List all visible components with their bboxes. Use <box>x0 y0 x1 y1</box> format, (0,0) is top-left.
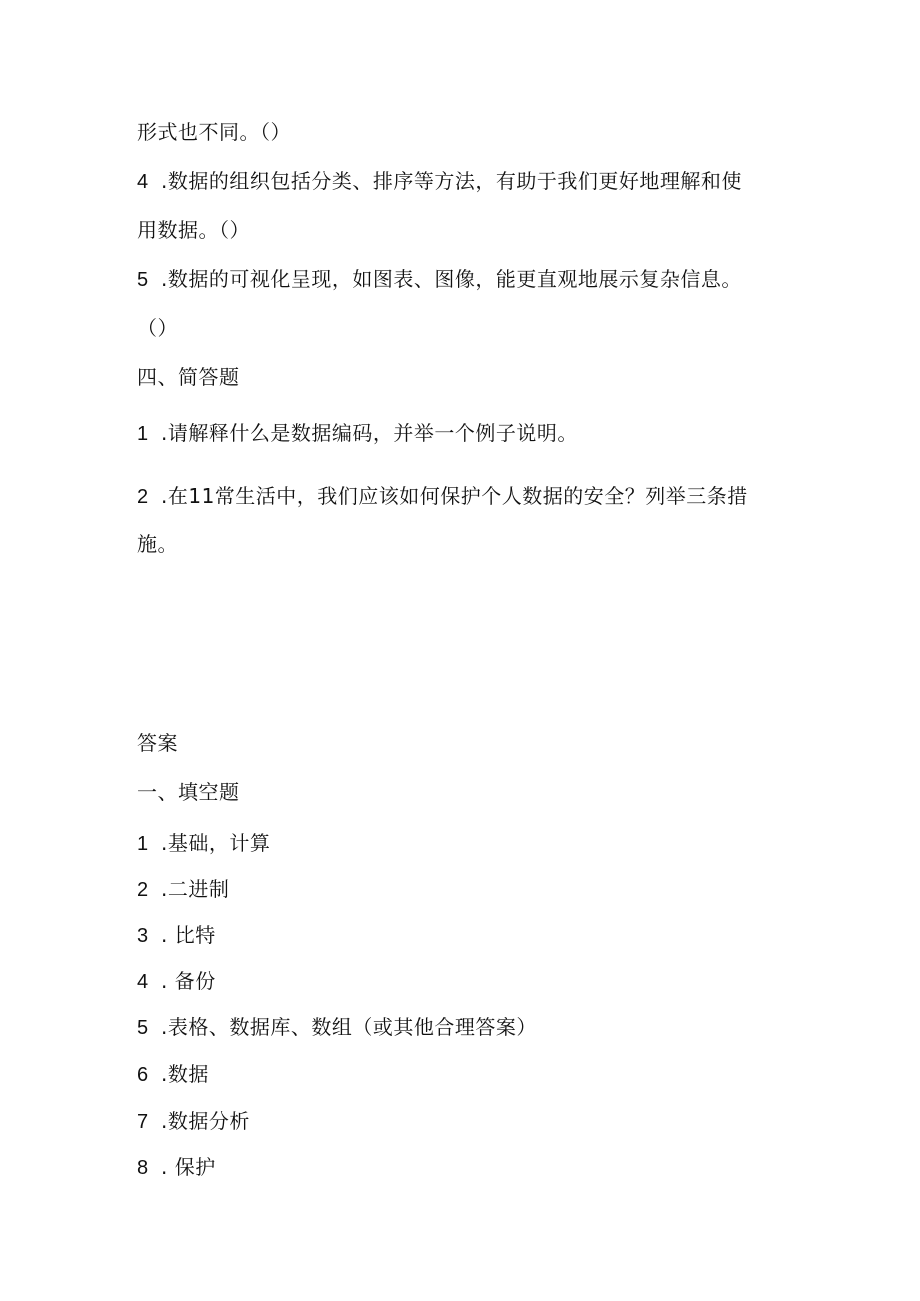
short-answer-question-1 <box>137 419 578 448</box>
question-3-continuation <box>137 118 291 146</box>
answers-title <box>137 729 178 757</box>
answer-item <box>137 1060 209 1089</box>
question-5-text: .数据的可视化呈现，如图表、图像，能更直观地展示复杂信息。 <box>161 267 742 291</box>
section-heading: 一、填空题 <box>137 780 240 804</box>
answer-text: .数据 <box>161 1062 209 1086</box>
short-answer-2-text-continued: 施。 <box>137 532 178 556</box>
question-5-line-2 <box>137 314 178 342</box>
question-4-line-2 <box>137 216 250 244</box>
answer-item <box>137 921 216 950</box>
section-heading: 四、简答题 <box>137 365 240 389</box>
answer-number: 6 <box>137 1064 149 1086</box>
answer-item <box>137 875 229 904</box>
answer-number: 5 <box>137 1017 149 1039</box>
answer-number: 2 <box>137 879 149 901</box>
question-5-number: 5 <box>137 269 149 291</box>
short-answer-heading <box>137 363 240 391</box>
answer-number: 3 <box>137 925 149 947</box>
answer-text: .基础，计算 <box>161 831 271 855</box>
answer-number: 4 <box>137 971 149 993</box>
answer-number: 7 <box>137 1111 149 1133</box>
answer-item <box>137 1107 250 1136</box>
question-4-text-continued: 用数据。（） <box>137 218 250 242</box>
question-3-tail-text: 形式也不同。（） <box>137 120 291 144</box>
short-answer-2-number: 2 <box>137 486 149 508</box>
short-answer-question-2-line-1 <box>137 482 748 511</box>
answer-text: .数据分析 <box>161 1109 250 1133</box>
answer-number: 8 <box>137 1157 149 1179</box>
answer-text: . 备份 <box>161 969 216 993</box>
question-4-line-1 <box>137 167 742 196</box>
page-title: 答案 <box>137 731 178 755</box>
answer-text: . 保护 <box>161 1155 216 1179</box>
answer-item <box>137 967 216 996</box>
short-answer-1-text: .请解释什么是数据编码，并举一个例子说明。 <box>161 421 578 445</box>
answer-item <box>137 1153 216 1182</box>
question-4-text: .数据的组织包括分类、排序等方法，有助于我们更好地理解和使 <box>161 169 742 193</box>
answer-text: . 比特 <box>161 923 216 947</box>
short-answer-1-number: 1 <box>137 423 149 445</box>
answer-text: .表格、数据库、数组（或其他合理答案） <box>161 1015 537 1039</box>
short-answer-question-2-line-2 <box>137 530 178 558</box>
short-answer-2-text: .在11常生活中，我们应该如何保护个人数据的安全？列举三条措 <box>161 484 748 508</box>
answers-section-1-heading <box>137 778 240 806</box>
answer-number: 1 <box>137 833 149 855</box>
question-5-text-continued: （） <box>137 316 178 340</box>
answer-item <box>137 829 270 858</box>
question-4-number: 4 <box>137 171 149 193</box>
answer-text: .二进制 <box>161 877 230 901</box>
answer-item <box>137 1013 537 1042</box>
question-5-line-1 <box>137 265 742 294</box>
